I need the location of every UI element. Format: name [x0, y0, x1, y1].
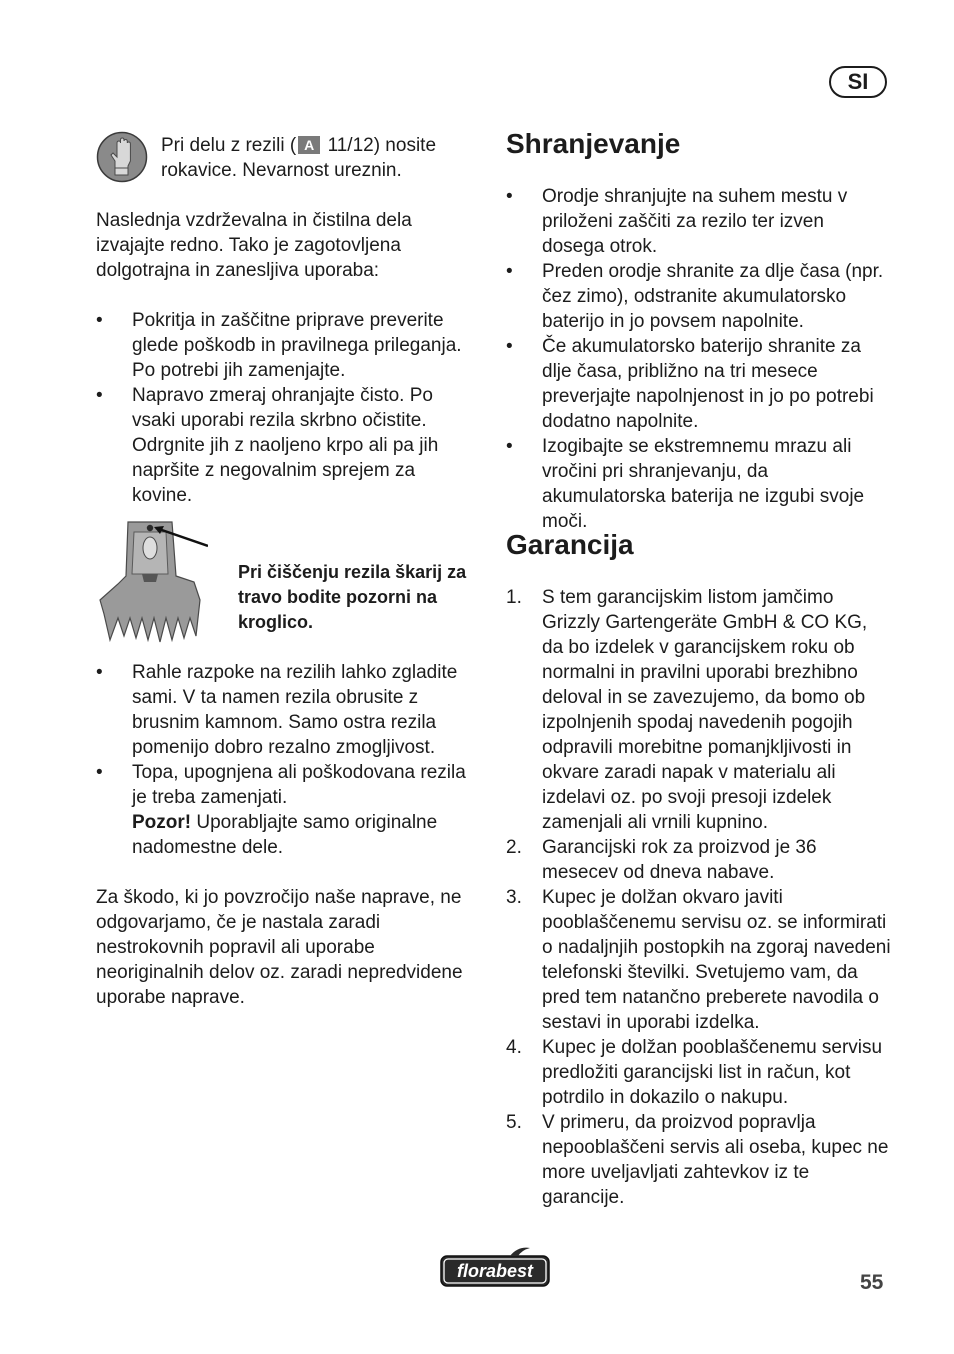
list-item: 1. S tem garancijskim listom jamčimo Grizzly Gartengeräte GmbH & CO KG, da bo izdelek v garancijskem roku ob normalni in pravilni uporabi brezhibno deloval in se zavezujemo, da bomo ob izpolnjenih spodaj navedenih pogojih odpravili morebitne pomanjkljivosti in okvare zaradi napak v materialu ali izdelavi oz. po svoji presoji izdelek zamenjali ali vrnili kupnino.	[506, 587, 868, 833]
warranty-list	[506, 585, 891, 1210]
svg-text:florabest: florabest	[456, 1261, 534, 1281]
figure-a-badge: A	[298, 136, 320, 154]
list-item: 4. Kupec je dolžan pooblaščenemu servisu predložiti garancijski list in račun, kot potrdilo in dokazilo o nakupu.	[506, 1037, 883, 1108]
florabest-logo	[438, 1244, 552, 1290]
warning-label: Pozor!	[132, 812, 192, 833]
maintenance-list	[96, 308, 476, 508]
storage-list	[506, 184, 891, 534]
language-badge: SI	[829, 66, 887, 98]
glove-warning-text: Pri delu z rezili ( A 11/12) nosite rokavice. Nevarnost ureznin.	[161, 135, 437, 181]
warranty-heading: Garancija	[506, 529, 634, 560]
blade-care-list	[96, 660, 476, 860]
list-item: 5. V primeru, da proizvod popravlja nepooblaščeni servis ali oseba, kupec ne more uveljavljati zahtevkov iz te garancije.	[506, 1112, 889, 1208]
maintenance-intro: Naslednja vzdrževalna in čistilna dela izvajajte redno. Tako je zagotovljena dolgotrajna in zanesljiva uporaba:	[96, 210, 412, 281]
list-item: • Rahle razpoke na rezilih lahko zgladite sami. V ta namen rezila obrusite z brusnim kamnom. Samo ostra rezila pomenijo dobro rezalno zmogljivost.	[96, 660, 476, 760]
list-item: • Topa, upognjena ali poškodovana rezila je treba zamenjati. Pozor! Uporabljajte samo originalne nadomestne dele.	[96, 760, 476, 860]
list-item: • Napravo zmeraj ohranjajte čisto. Po vsaki uporabi rezila skrbno očistite. Odrgnite jih z naoljeno krpo ali pa jih napršite z negovalnim sprejem za kovine.	[96, 383, 476, 508]
gloves-icon	[96, 131, 148, 183]
page-number: 55	[860, 1271, 884, 1294]
list-item: • Če akumulatorsko baterijo shranite za dlje časa, približno na tri mesece preverjajte napolnjenost in jo po potrebi dodatno napolnite.	[506, 334, 891, 434]
liability-text: Za škodo, ki jo povzročijo naše naprave, ne odgovarjamo, če je nastala zaradi nestrokovnih popravil ali uporabe neoriginalnih delov oz. zaradi nepredvidene uporabe naprave.	[96, 887, 463, 1008]
storage-heading: Shranjevanje	[506, 128, 681, 159]
list-item: 2. Garancijski rok za proizvod je 36 mesecev od dneva nabave.	[506, 837, 817, 883]
list-item: • Pokritja in zaščitne priprave preverite glede poškodb in pravilnega prileganja. Po potrebi jih zamenjajte.	[96, 308, 476, 383]
blade-ball-note: Pri čiščenju rezila škarij za travo bodite pozorni na kroglico.	[238, 562, 467, 632]
list-item: • Preden orodje shranite za dlje časa (npr. čez zimo), odstranite akumulatorsko baterijo in jo povsem napolnite.	[506, 259, 891, 334]
list-item: • Orodje shranjujte na suhem mestu v priloženi zaščiti za rezilo ter izven dosega otrok.	[506, 184, 891, 259]
list-item: • Izogibajte se ekstremnemu mrazu ali vročini pri shranjevanju, da akumulatorska baterija ne izgubi svoje moči.	[506, 434, 891, 534]
shear-blade-illustration	[96, 518, 208, 644]
list-item: 3. Kupec je dolžan okvaro javiti pooblaščenemu servisu oz. se informirati o nadaljnjih postopkih na zgoraj navedeni telefonski številki. Svetujemo vam, da pred tem natančno preberete navodila o sestavi in uporabi izdelka.	[506, 887, 891, 1033]
